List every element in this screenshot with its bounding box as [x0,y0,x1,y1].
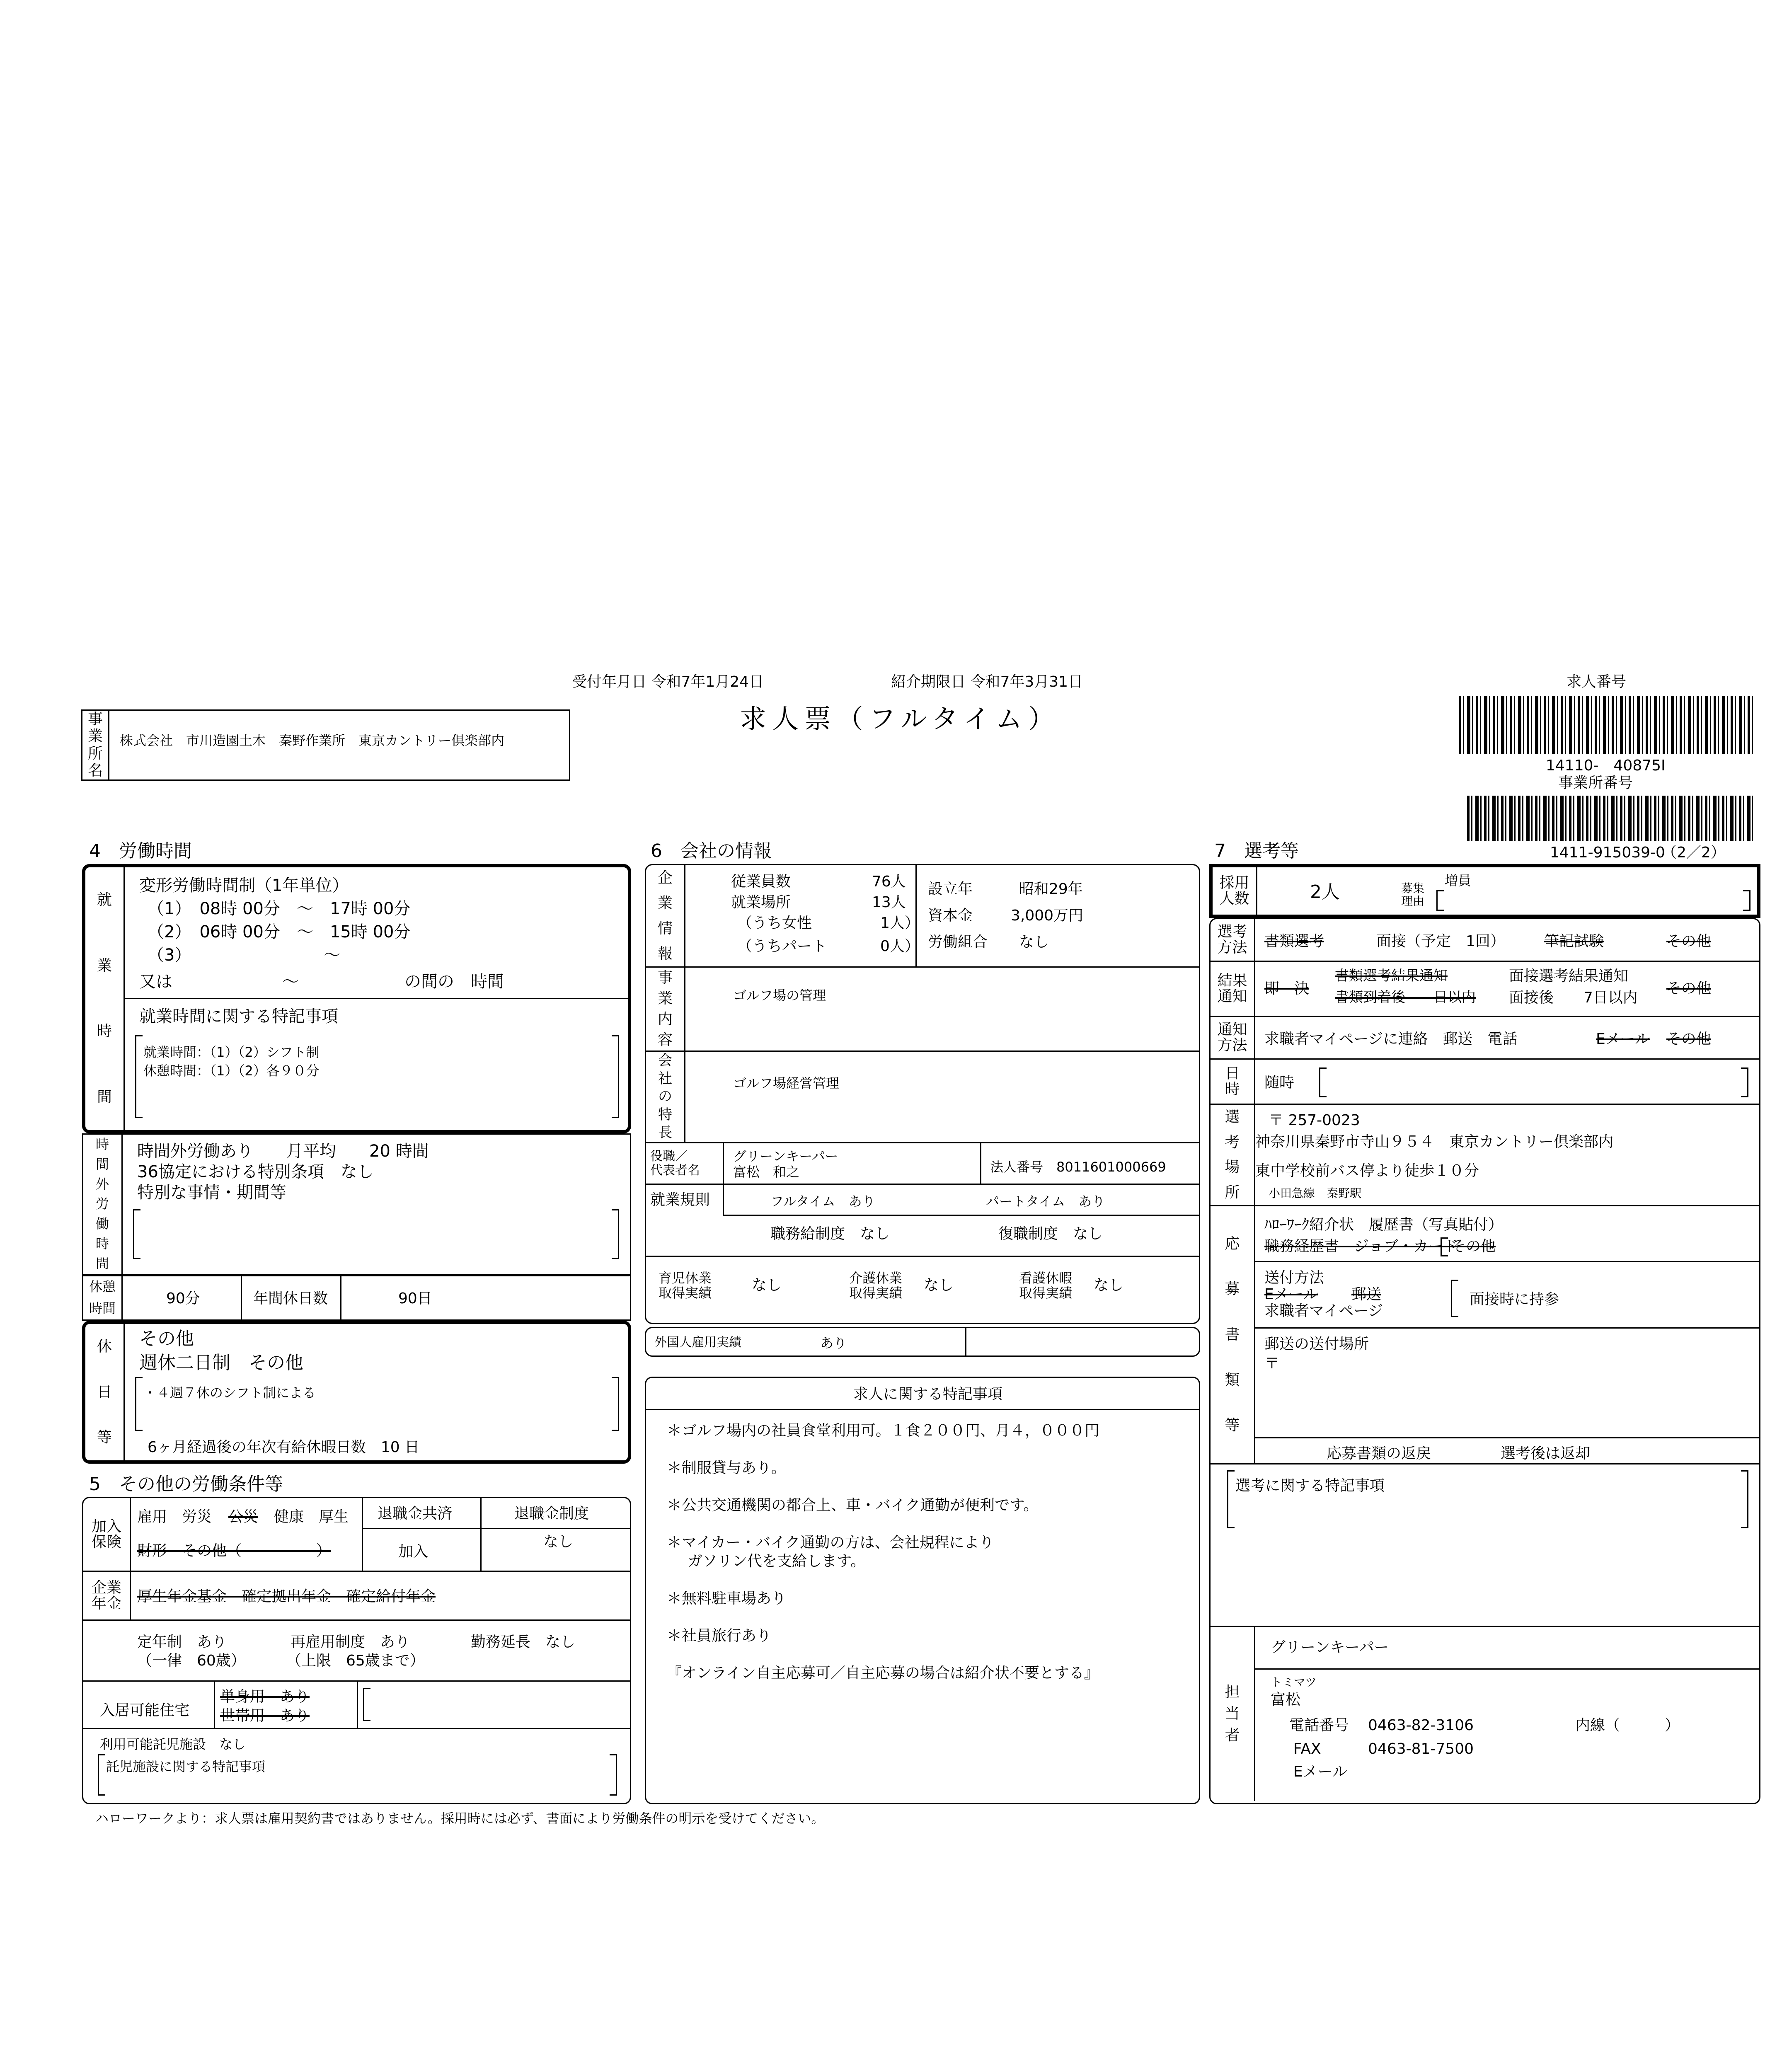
contact-name: 富松 [1271,1691,1301,1708]
result-label: 結果 通知 [1211,962,1255,1016]
job-special-8: 『オンライン自主応募可／自主応募の場合は紹介状不要とする』 [667,1665,1099,1682]
other-conditions-box [82,1497,631,1804]
result-other: その他 [1666,980,1712,997]
foreign-box [645,1327,1200,1357]
childcare-leave-value: なし [752,1277,782,1294]
work-hours-label: 就 業 時 間 [85,867,125,1130]
childcare: 利用可能託児施設 なし [100,1736,246,1752]
job-special-6: ＊無料駐車場あり [667,1590,787,1607]
selection-box [1209,918,1760,1804]
reason-value: 増員 [1445,873,1472,888]
return-label: 応募書類の返戻 [1327,1445,1431,1462]
result-interview-days: 面接後 7日以内 [1509,989,1638,1006]
overtime-box [82,1133,631,1275]
women-label: （うち女性 [737,915,812,932]
shift-1: （1） 08時 00分 ～ 17時 00分 [148,899,411,918]
insurance-health: 健康 厚生 [274,1508,349,1525]
method-other: その他 [1666,933,1712,950]
office-number-label: 事業所番号 [1558,775,1633,792]
shift-3-tilde: ～ [324,946,340,965]
referral-deadline: 紹介期限日 令和7年3月31日 [891,673,1083,690]
send-mail: 郵送 [1351,1286,1382,1303]
send-label: 送付方法 [1264,1269,1324,1286]
place-access: 東中学校前バス停より徒歩１０分 [1255,1162,1479,1179]
break-label: 休憩 時間 [83,1276,123,1319]
nursing-leave-value: なし [1094,1277,1124,1294]
selection-special-label: 選考に関する特記事項 [1235,1477,1385,1494]
notify-methods: 求職者マイページに連絡 郵送 電話 [1264,1031,1518,1048]
method-label: 選考 方法 [1211,919,1255,961]
section-6-heading: 6 会社の情報 [651,840,772,862]
office-name-box [81,709,570,781]
insurance-label: 加入 保険 [83,1498,131,1571]
job-special-7: ＊社員旅行あり [667,1627,772,1644]
childcare-leave-label-1: 育児休業 [659,1270,712,1286]
capital-label: 資本金 [928,907,973,924]
founded-label: 設立年 [928,881,973,898]
rules-part: パートタイム あり [986,1193,1105,1209]
break-value: 90分 [166,1290,200,1307]
extension: 勤務延長 なし [471,1634,576,1651]
retirement-system-value: なし [543,1533,574,1550]
fax-label: FAX [1293,1740,1321,1757]
job-special-4: ＊マイカー・バイク通勤の方は、会社規程により [667,1534,994,1551]
insurance-list: 雇用 労災 [137,1508,212,1525]
result-document-notice: 書類選考結果通知 [1335,968,1448,984]
fax-number: 0463-81-7500 [1368,1740,1474,1757]
overtime-36: 36協定における特別条項 なし [137,1162,374,1181]
send-email: Eメール [1264,1286,1319,1303]
job-special-1: ＊ゴルフ場内の社員食堂利用可。１食２００円、月４，０００円 [667,1422,1100,1439]
work-special-1: 就業時間：（1）（2）シフト制 [143,1044,320,1060]
housing-single: 単身用 あり [220,1688,310,1705]
shift-2: （2） 06時 00分 ～ 15時 00分 [148,922,411,942]
workplace-value: 13人 [872,894,906,911]
rules-full: フルタイム あり [770,1193,875,1209]
job-number: 14110- 40875I [1546,757,1666,774]
days-off-box [82,1321,631,1464]
date-value: 随時 [1264,1074,1295,1091]
place-label: 選 考 場 所 [1211,1105,1255,1205]
nursing-leave-label-1: 看護休暇 [1019,1270,1073,1286]
job-special-3: ＊公共交通機関の都合上、車・バイク通勤が便利です。 [667,1497,1039,1514]
retirement-age-detail: （一律 60歳） [137,1652,246,1669]
holidays-label: 年間休日数 [253,1290,328,1307]
days-off-label: 休 日 等 [85,1324,125,1460]
office-name-label: 事 業 所 名 [82,711,109,779]
rep-name: 富松 和之 [733,1164,800,1180]
schedule-type: 変形労働時間制（1年単位） [139,876,349,895]
rep-label-1: 役職／ [650,1149,688,1164]
hire-box [1209,864,1760,918]
feature-value: ゴルフ場経営管理 [733,1075,840,1091]
care-leave-label-2: 取得実績 [849,1285,903,1301]
flex-tilde: ～ [282,972,299,991]
office-name: 株式会社 市川造園土木 秦野作業所 東京カントリー倶楽部内 [120,733,505,748]
send-note: 面接時に持参 [1470,1291,1559,1308]
union-value: なし [1019,934,1049,951]
flex-prefix: 又は [139,972,172,991]
office-number-barcode [1467,796,1753,841]
send-mypage: 求職者マイページ [1264,1302,1383,1319]
return-value: 選考後は返却 [1501,1445,1591,1462]
work-special-label: 就業時間に関する特記事項 [139,1007,338,1026]
part-value: 0人） [880,938,920,955]
retirement-mutual-value: 加入 [398,1543,429,1560]
reinstatement: 復職制度 なし [998,1225,1103,1242]
company-info-box [645,864,1200,1324]
work-special-2: 休憩時間：（1）（2）各９０分 [143,1063,320,1079]
duty-pay: 職務給制度 なし [770,1225,890,1242]
foreign-label: 外国人雇用実績 [654,1335,741,1350]
childcare-note-label: 託児施設に関する特記事項 [106,1759,266,1774]
mail-place-zip: 〒 [1264,1355,1280,1372]
job-number-barcode [1459,696,1753,754]
footer-notice: ハローワークより：求人票は雇用契約書ではありません。採用時には必ず、書面により労働条件の明示を受けてください。 [95,1811,825,1826]
rehire: 再雇用制度 あり [291,1634,410,1651]
section-4-heading: 4 労働時間 [89,840,192,862]
holidays-value: 90日 [398,1290,432,1307]
method-interview: 面接（予定 1回） [1376,933,1505,950]
company-info-label: 企 業 情 報 [646,865,685,966]
section-5-heading: 5 その他の労働条件等 [89,1474,283,1495]
employees-label: 従業員数 [731,873,791,890]
paid-leave: 6ヶ月経過後の年次有給休暇日数 10 日 [148,1439,420,1456]
section-7-heading: 7 選考等 [1214,840,1299,862]
corporate-number: 法人番号 8011601000669 [990,1159,1166,1175]
result-interview-notice: 面接選考結果通知 [1509,968,1629,985]
housing-family: 世帯用 あり [220,1707,310,1724]
method-written: 筆記試験 [1544,933,1604,950]
founded-value: 昭和29年 [1019,881,1083,898]
union-label: 労働組合 [928,934,988,951]
docs-label: 応 募 書 類 等 [1211,1206,1255,1463]
job-special-5: ガソリン代を支給します。 [688,1553,866,1570]
job-special-2: ＊制服貸与あり。 [667,1460,787,1477]
rep-title: グリーンキーパー [733,1148,838,1164]
hire-count: 2人 [1310,881,1340,903]
notify-other: その他 [1666,1031,1712,1048]
childcare-leave-label-2: 取得実績 [659,1285,712,1301]
pension-label: 企業 年金 [83,1572,131,1619]
women-value: 1人） [880,915,920,932]
flex-suffix: の間の 時間 [404,972,504,991]
contact-kana: トミマツ [1271,1675,1317,1689]
rep-label-2: 代表者名 [650,1163,700,1178]
insurance-other: 財形 その他（ ） [137,1542,332,1559]
reason-label: 募集理由 [1401,881,1425,908]
care-leave-value: なし [924,1277,954,1294]
retirement-age: 定年制 あり [137,1634,227,1651]
days-off-type: その他 [139,1328,194,1349]
shift-3: （3） [148,946,191,965]
business-value: ゴルフ場の管理 [733,988,826,1003]
overtime-label: 時 間 外 労 働 時 間 [83,1135,123,1274]
days-off-note: ・４週７休のシフト制による [143,1385,316,1401]
office-number: 1411-915039-0 [1550,844,1665,861]
care-leave-label-1: 介護休業 [849,1270,903,1286]
nursing-leave-label-2: 取得実績 [1019,1285,1073,1301]
mail-place-label: 郵送の送付場所 [1264,1336,1369,1353]
phone-label: 電話番号 [1289,1717,1349,1734]
hire-label: 採用 人数 [1213,867,1257,915]
break-box [82,1275,631,1321]
retirement-mutual-label: 退職金共済 [378,1505,453,1522]
rehire-detail: （上限 65歳まで） [286,1652,425,1669]
notify-label: 通知 方法 [1211,1017,1255,1058]
docs-required: ﾊﾛｰﾜｰｸ紹介状 履歴書（写真貼付） [1264,1216,1504,1233]
docs-other: その他 [1451,1238,1496,1255]
pension-options: 厚生年金基金 確定拠出年金 確定給付年金 [137,1588,436,1605]
result-immediate: 即 決 [1264,980,1310,997]
date-label: 日 時 [1211,1060,1255,1104]
rules-label: 就業規則 [650,1191,710,1208]
work-hours-box [82,864,631,1133]
housing-label: 入居可能住宅 [100,1702,190,1719]
retirement-system-label: 退職金制度 [514,1505,589,1522]
overtime-special: 特別な事情・期間等 [137,1183,286,1202]
phone-number: 0463-82-3106 [1368,1717,1474,1734]
place-station: 小田急線 秦野駅 [1269,1186,1362,1200]
days-off-weekly: 週休二日制 その他 [139,1352,303,1373]
part-label: （うちパート [737,938,827,955]
place-address: 神奈川県秦野市寺山９５４ 東京カントリー倶楽部内 [1255,1133,1614,1150]
overtime-avg: 時間外労働あり 月平均 20 時間 [137,1142,429,1161]
docs-career: 職務経歴書 ジョブ・カード [1264,1238,1458,1255]
insurance-public: 公災 [228,1508,259,1525]
job-special-box [645,1377,1200,1804]
received-date: 受付年月日 令和7年1月24日 [572,673,764,690]
feature-label: 会 社 の 特 長 [646,1052,685,1142]
employees-value: 76人 [872,873,906,890]
contact-label: 担 当 者 [1211,1627,1255,1801]
extension: 内線（ ） [1575,1717,1680,1734]
business-label: 事 業 内 容 [646,968,685,1051]
foreign-value: あり [820,1335,847,1351]
page-indicator: （2／2） [1662,844,1726,861]
capital-value: 3,000万円 [1011,907,1084,924]
job-special-title: 求人に関する特記事項 [853,1386,1003,1403]
job-number-label: 求人番号 [1567,673,1627,690]
page-title: 求人票（フルタイム） [740,704,1060,735]
contact-department: グリーンキーパー [1271,1639,1389,1656]
workplace-label: 就業場所 [731,894,791,911]
place-zip: 〒 257-0023 [1269,1112,1360,1129]
notify-email: Eメール [1596,1031,1650,1048]
email-label: Eメール [1293,1763,1348,1780]
method-document: 書類選考 [1264,933,1324,950]
result-document-days: 書類到着後 日以内 [1335,989,1476,1006]
